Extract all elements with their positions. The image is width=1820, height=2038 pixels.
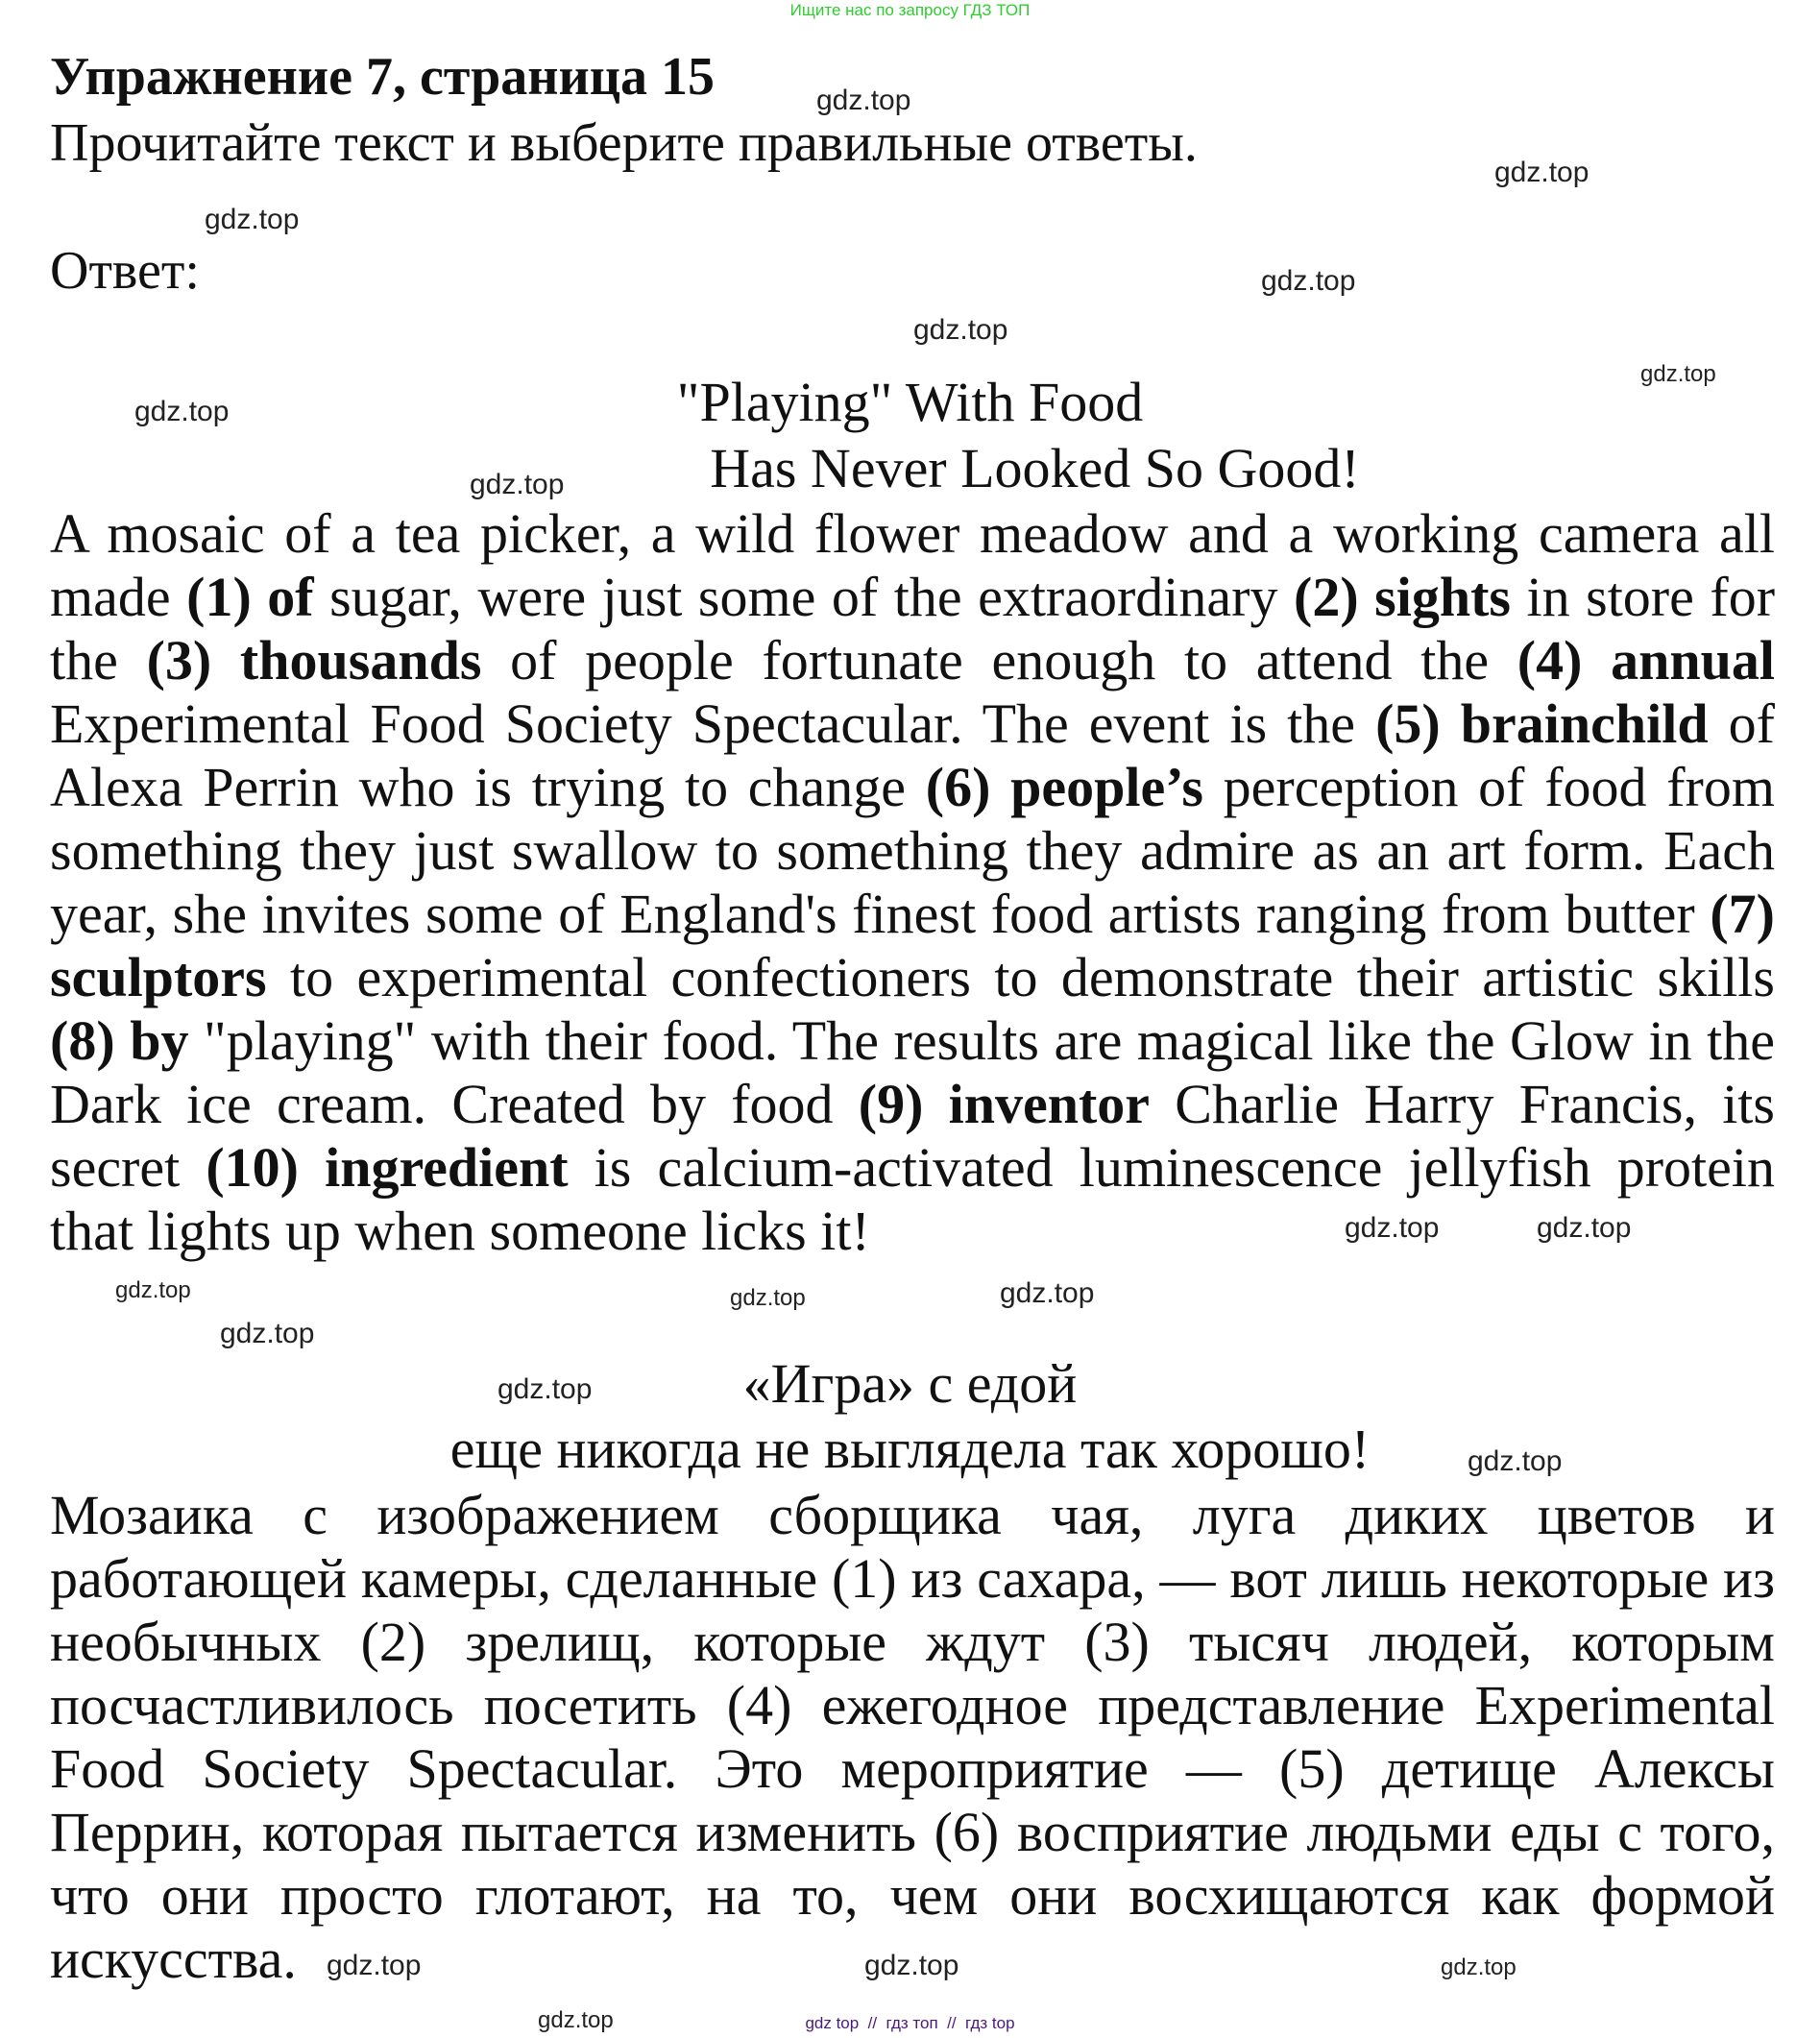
text-segment: of Alexa Perrin who is trying to change [50,692,1775,818]
answer-word: (1) of [186,566,314,628]
answer-word: (3) thousands [146,629,482,691]
watermark: gdz.top [220,1318,315,1349]
watermark: gdz.top [470,469,565,500]
answer-word: (9) inventor [858,1073,1151,1135]
answer-word: (7) sculptors [50,883,1775,1008]
text-segment: is calcium-activated luminescence jellyfish protein that lights up when someone licks it! [50,1136,1776,1262]
watermark: gdz.top [730,1285,806,1311]
answer-word: (8) by [50,1009,189,1072]
answer-word: (2) sights [1294,566,1511,628]
text-segment: in store for the [50,566,1776,691]
text-segment: "playing" with their food. The results are magical like the Glow in the Dark ice cream. Created by food [50,1009,1776,1135]
text-segment: Charlie Harry Francis, its secret [50,1073,1775,1199]
watermark: gdz.top [205,204,300,235]
watermark: gdz.top [327,1950,422,1981]
watermark: gdz.top [538,2007,614,2033]
answer-word: (5) brainchild [1375,692,1709,755]
watermark: gdz.top [1494,157,1589,188]
exercise-title: Упражнение 7, страница 15 [50,47,716,107]
answer-word: (4) annual [1517,629,1775,691]
text-segment: of people fortunate enough to attend the [481,629,1517,691]
watermark: gdz.top [1640,361,1716,387]
english-text [50,502,1775,1263]
watermark: gdz.top [497,1373,593,1405]
watermark: gdz.top [864,1950,959,1981]
answer-word: (10) ingredient [206,1136,569,1199]
search-banner: Ищите нас по запросу ГДЗ ТОП [789,1,1031,19]
en-title-line-2: Has Never Looked So Good! [710,437,1360,499]
text-segment: Experimental Food Society Spectacular. The event is the [50,692,1376,755]
text-segment: to experimental confectioners to demonstrate their artistic skills [266,946,1775,1008]
instruction: Прочитайте текст и выберите правильные ответы. [50,113,1198,173]
watermark: gdz.top [134,396,230,427]
ru-title-line-1: «Игра» с едой [742,1352,1078,1415]
text-segment: A mosaic of a tea picker, a wild flower meadow and a working camera all made [50,502,1775,628]
watermark: gdz.top [913,314,1008,346]
text-segment: perception of food from something they just swallow to something they admire as an art form. Each year, she invites some of England's finest food artists ranging from butter [50,756,1775,945]
watermark: gdz.top [1261,265,1356,297]
en-title-line-1: "Playing" With Food [676,371,1144,433]
watermark: gdz.top [1468,1445,1563,1477]
watermark: gdz.top [1345,1212,1440,1244]
watermark: gdz.top [1441,1954,1517,1980]
watermark: gdz.top [115,1277,191,1303]
russian-text: Мозаика с изображением сборщика чая, луга диких цветов и работающей камеры, сделанные (1) из сахара, — вот лишь некоторые из необычных (2) зрелищ, которые ждут (3) тысяч людей, которым посчастливилось посетить (4) ежегодное представление Experimental Food Society Spectacular. Это мероприятие — (5) детище Алексы Перрин, которая пытается изменить (6) восприятие людьми еды с того, что они просто глотают, на то, чем они восхищаются как формой искусства. [50,1484,1775,1990]
watermark: gdz.top [816,85,911,116]
footer-links: gdz top // гдз топ // гдз top [805,2014,1015,2032]
ru-title-line-2: еще никогда не выглядела так хорошо! [449,1418,1371,1480]
text-segment: sugar, were just some of the extraordinary [313,566,1294,628]
answer-label: Ответ: [50,241,200,301]
watermark: gdz.top [1000,1277,1095,1309]
answer-word: (6) people’s [925,756,1203,818]
watermark: gdz.top [1537,1212,1632,1244]
